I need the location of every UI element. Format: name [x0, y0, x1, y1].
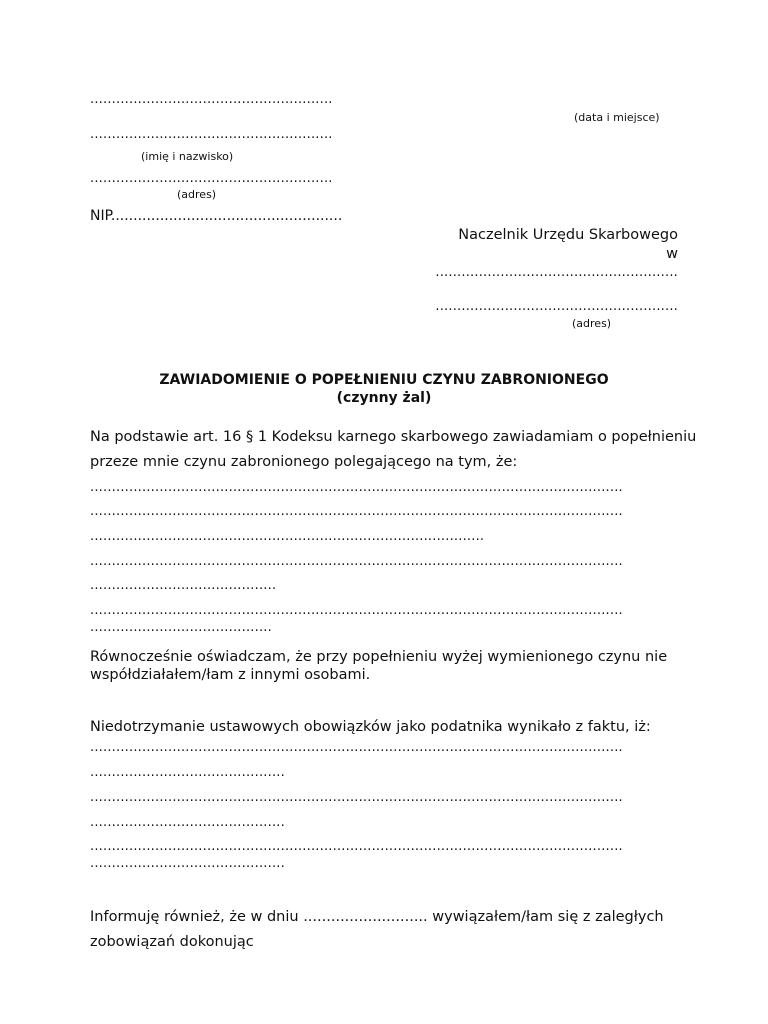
fill-line: ............................................. [90, 856, 285, 871]
fill-line: ........................................................................................... [90, 529, 485, 544]
statement-line-1: Równocześnie oświadczam, że przy popełnieniu wyżej wymienionego czynu nie [90, 649, 668, 665]
recipient-title: Naczelnik Urzędu Skarbowego [458, 227, 678, 243]
fill-line: ............................................. [90, 765, 285, 780]
info-line-1: Informuję również, że w dniu ........................... wywiązałem/łam się z zaległych [90, 909, 664, 925]
fill-line: ........................................................................................................................... [90, 839, 623, 854]
date-place-label: (data i miejsce) [574, 111, 660, 124]
fill-line: ............................................. [90, 815, 285, 830]
fill-line: ........................................................................................................................... [90, 603, 623, 618]
info-line-2: zobowiązań dokonując [90, 934, 254, 950]
name-label: (imię i nazwisko) [141, 150, 234, 163]
recipient-address-label: (adres) [572, 317, 612, 330]
statement-line-2: współdziałałem/łam z innymi osobami. [90, 667, 371, 683]
recipient-line-1: ........................................................ [435, 265, 678, 280]
recipient-w: w [666, 246, 678, 262]
fill-line: ........................................................................................................................... [90, 790, 623, 805]
fill-line: ........................................................................................................................... [90, 480, 623, 495]
sender-line-3: ........................................................ [90, 171, 333, 186]
sender-line-1: ........................................................ [90, 92, 333, 107]
document-subtitle: (czynny żal) [336, 390, 432, 406]
fill-line: ........................................................................................................................... [90, 554, 623, 569]
sender-line-2: ........................................................ [90, 127, 333, 142]
fill-line: ........................................................................................................................... [90, 740, 623, 755]
intro-line-1: Na podstawie art. 16 § 1 Kodeksu karnego skarbowego zawiadamiam o popełnieniu [90, 429, 697, 445]
sender-address-label: (adres) [177, 188, 217, 201]
intro-line-2: przeze mnie czynu zabronionego polegającego na tym, że: [90, 454, 518, 470]
nip-line: NIP.................................................... [90, 208, 343, 224]
fill-line: .......................................... [90, 620, 272, 635]
fill-line: ........................................................................................................................... [90, 504, 623, 519]
recipient-line-2: ........................................................ [435, 299, 678, 314]
document-title: ZAWIADOMIENIE O POPEŁNIENIU CZYNU ZABRONIONEGO [159, 372, 609, 388]
fill-line: ........................................... [90, 578, 277, 593]
reason-line: Niedotrzymanie ustawowych obowiązków jako podatnika wynikało z faktu, iż: [90, 719, 651, 735]
